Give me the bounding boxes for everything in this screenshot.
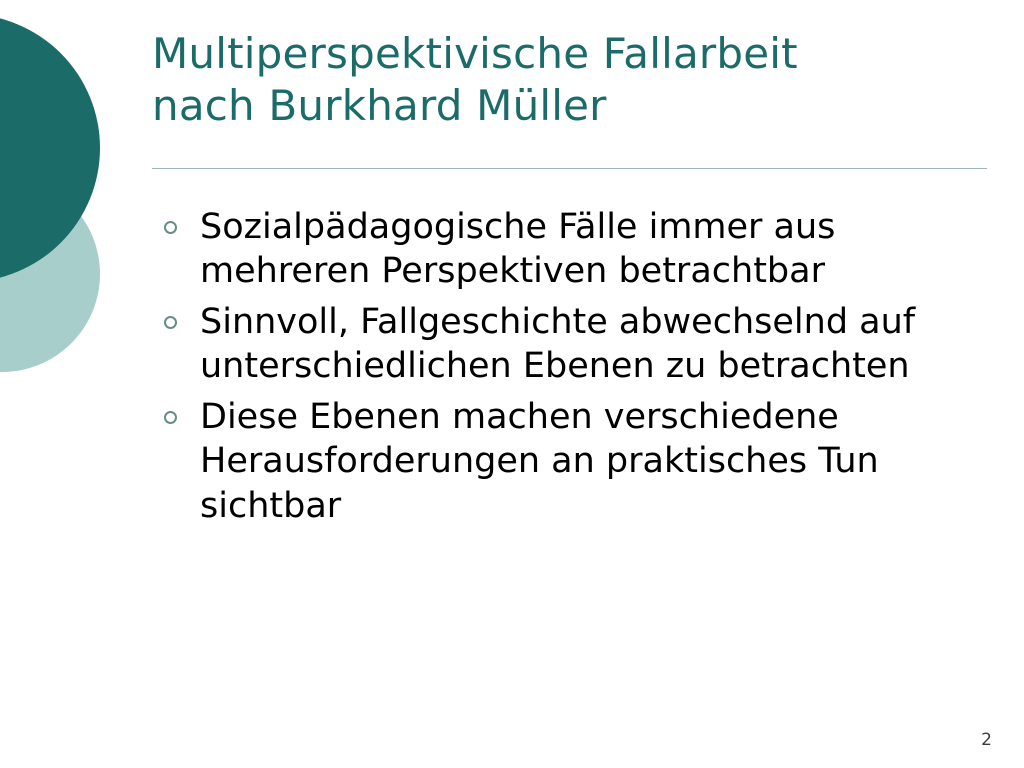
circle-bullet-icon	[164, 221, 177, 234]
list-item	[152, 395, 982, 528]
slide-body	[152, 205, 982, 534]
page-number: 2	[981, 730, 992, 750]
slide-title-area	[152, 28, 988, 131]
title-divider	[152, 168, 987, 169]
page-title-line-1: Multiperspektivische Fallarbeit	[152, 29, 798, 78]
decorative-circles	[0, 0, 150, 500]
page-title-line-2: nach Burkhard Müller	[152, 80, 607, 130]
list-item-text: Diese Ebenen machen verschiedene Herausforderungen an praktisches Tun sichtbar	[200, 396, 879, 526]
page-title	[152, 28, 988, 131]
list-item-text: Sinnvoll, Fallgeschichte abwechselnd auf unterschiedlichen Ebenen zu betrachten	[200, 301, 916, 387]
dark-circle-shape	[0, 14, 100, 282]
circle-bullet-icon	[164, 316, 177, 329]
list-item-text: Sozialpädagogische Fälle immer aus mehreren Perspektiven betrachtbar	[200, 207, 836, 292]
circle-bullet-icon	[164, 411, 177, 424]
bullet-list	[152, 205, 982, 528]
list-item	[152, 300, 982, 389]
light-circle-shape	[0, 176, 100, 372]
list-item	[152, 205, 982, 294]
